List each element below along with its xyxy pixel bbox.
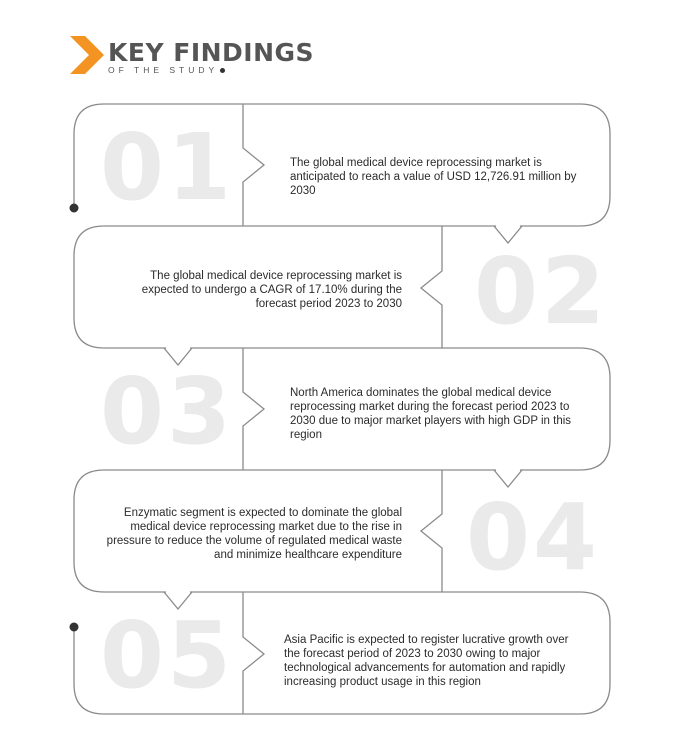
- start-dot: [70, 204, 79, 213]
- finding-text-01: The global medical device reprocessing market is anticipated to reach a value of USD 12,726.91 million by 2030: [290, 157, 577, 197]
- finding-number-03: 03: [100, 358, 235, 465]
- subtitle-text: OF THE STUDY: [108, 65, 219, 75]
- finding-text-02: The global medical device reprocessing market is expected to undergo a CAGR of 17.10% during the forecast period 2023 to 2030: [141, 270, 402, 310]
- finding-text-03: North America dominates the global medical device reprocessing market during the forecast period 2023 to 2030 due to major market players with high GDP in this region: [290, 387, 572, 441]
- finding-number-04: 04: [466, 484, 601, 591]
- divider-05: [243, 592, 264, 714]
- end-dot: [70, 623, 79, 632]
- page-title: KEY FINDINGS: [108, 38, 315, 67]
- finding-number-05: 05: [100, 602, 235, 709]
- divider-01: [243, 104, 264, 226]
- finding-text-04: Enzymatic segment is expected to dominate the global medical device reprocessing market due to the rise in pressure to reduce the volume of regulated medical waste and minimize healthcare expenditure: [106, 507, 402, 561]
- divider-04: [421, 470, 442, 592]
- finding-text-05: Asia Pacific is expected to register lucrative growth over the forecast period of 2023 to 2030 owing to major technological advancements for automation and rapidly increasing product usage in this region: [284, 634, 569, 688]
- finding-number-02: 02: [474, 238, 609, 345]
- finding-number-01: 01: [100, 114, 235, 221]
- divider-03: [243, 348, 264, 470]
- divider-02: [421, 226, 442, 348]
